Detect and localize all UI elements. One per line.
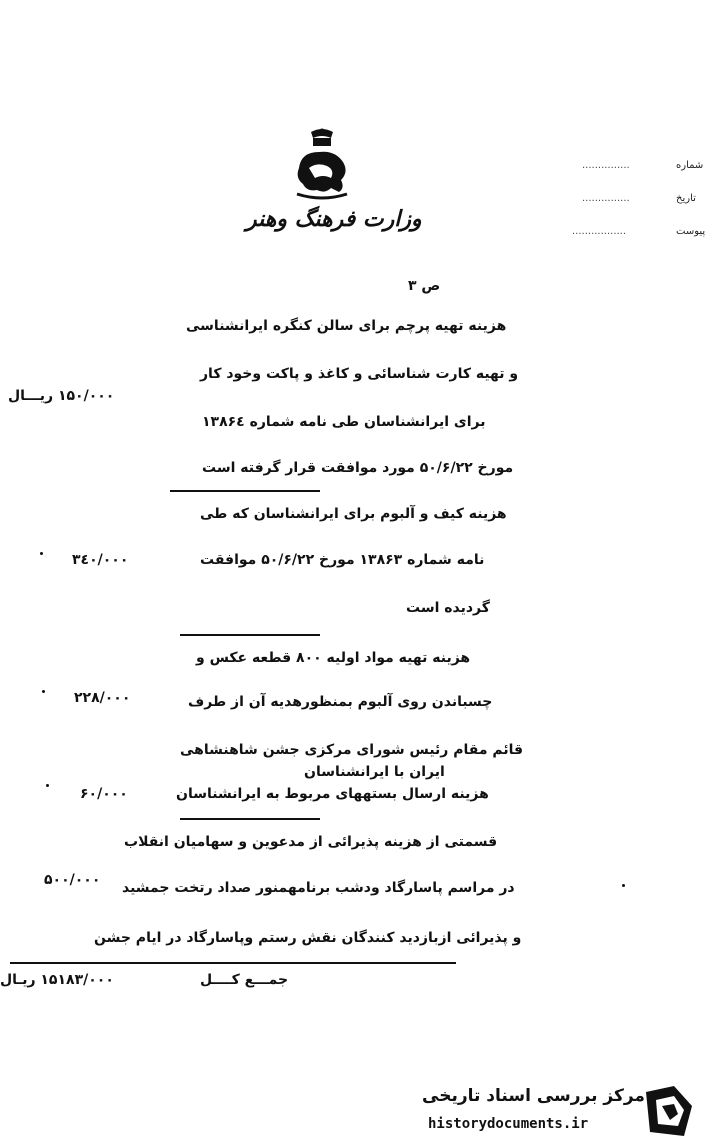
total-label: جمـــع کــــل: [200, 972, 289, 988]
amount-item-1: ۱۵۰/۰۰۰ ریـــال: [8, 388, 115, 404]
page-number: ص ۳: [408, 278, 441, 294]
item-line: و پذیرائی ازبازدید کنندگان نقش رستم وپاسارگاد در ایام جشن: [94, 930, 522, 946]
amount-item-5: ۵۰۰/۰۰۰: [44, 872, 101, 888]
divider: [180, 634, 320, 636]
item-line: قائم مقام رئیس شورای مرکزی جشن شاهنشاهی: [180, 742, 524, 758]
item-line: هزینه تهیه پرچم برای سالن کنگره ایرانشناسی: [186, 318, 507, 334]
watermark-title: مرکز بررسی اسناد تاریخی: [422, 1086, 645, 1106]
archive-logo-icon: [640, 1082, 698, 1140]
item-line: نامه شماره ۱۳۸۶۳ مورخ ۵۰/۶/۲۲ موافقت: [200, 552, 485, 568]
item-line: ایران با ایرانشناسان: [304, 764, 445, 780]
ministry-name: وزارت فرهنگ وهنر: [246, 206, 422, 232]
tick-mark: [40, 552, 43, 555]
total-value: ۱۵۱۸۳/۰۰۰ ریـال: [0, 972, 114, 988]
item-line: هزینه تهیه مواد اولیه ۸۰۰ قطعه عکس و: [196, 650, 471, 666]
item-line: هزینه کیف و آلبوم برای ایرانشناسان که طی: [200, 506, 507, 522]
archive-watermark: [418, 1080, 700, 1144]
item-line: مورخ ۵۰/۶/۲۲ مورد موافقت قرار گرفته است: [202, 460, 514, 476]
amount-item-4: ۶۰/۰۰۰: [80, 786, 128, 802]
field-attachment-dots: .................: [572, 226, 627, 237]
field-attachment-label: پیوست: [676, 226, 705, 237]
item-line: چسباندن روی آلبوم بمنظورهدیه آن از طرف: [188, 694, 493, 710]
total-divider: [10, 962, 456, 964]
item-line: و تهیه کارت شناسائی و کاغذ و پاکت وخود کار: [200, 366, 519, 382]
divider: [170, 490, 320, 492]
watermark-url: historydocuments.ir: [428, 1116, 589, 1132]
field-date-label: تاریخ: [676, 193, 696, 204]
field-date-dots: ...............: [582, 193, 630, 204]
item-line: در مراسم پاسارگاد ودشب برنامهمنور صداد رتخت جمشید: [122, 880, 515, 896]
amount-item-2: ۳٤۰/۰۰۰: [72, 552, 129, 568]
tick-mark: [42, 690, 45, 693]
field-number-dots: ...............: [582, 160, 630, 171]
item-line: قسمتی از هزینه پذیرائی از مدعوین و سهامیان انقلاب: [124, 834, 498, 850]
royal-crown-lion-emblem-icon: [291, 128, 353, 200]
field-number-label: شماره: [676, 160, 704, 171]
amount-item-3: ۲۲۸/۰۰۰: [74, 690, 131, 706]
item-line: گردیده است: [406, 600, 490, 616]
margin-mark: [622, 884, 625, 887]
divider: [180, 818, 320, 820]
item-line: هزینه ارسال بستههای مربوط به ایرانشناسان: [176, 786, 489, 802]
tick-mark: [46, 784, 49, 787]
item-line: برای ایرانشناسان طی نامه شماره ۱۳۸۶٤: [202, 414, 486, 430]
